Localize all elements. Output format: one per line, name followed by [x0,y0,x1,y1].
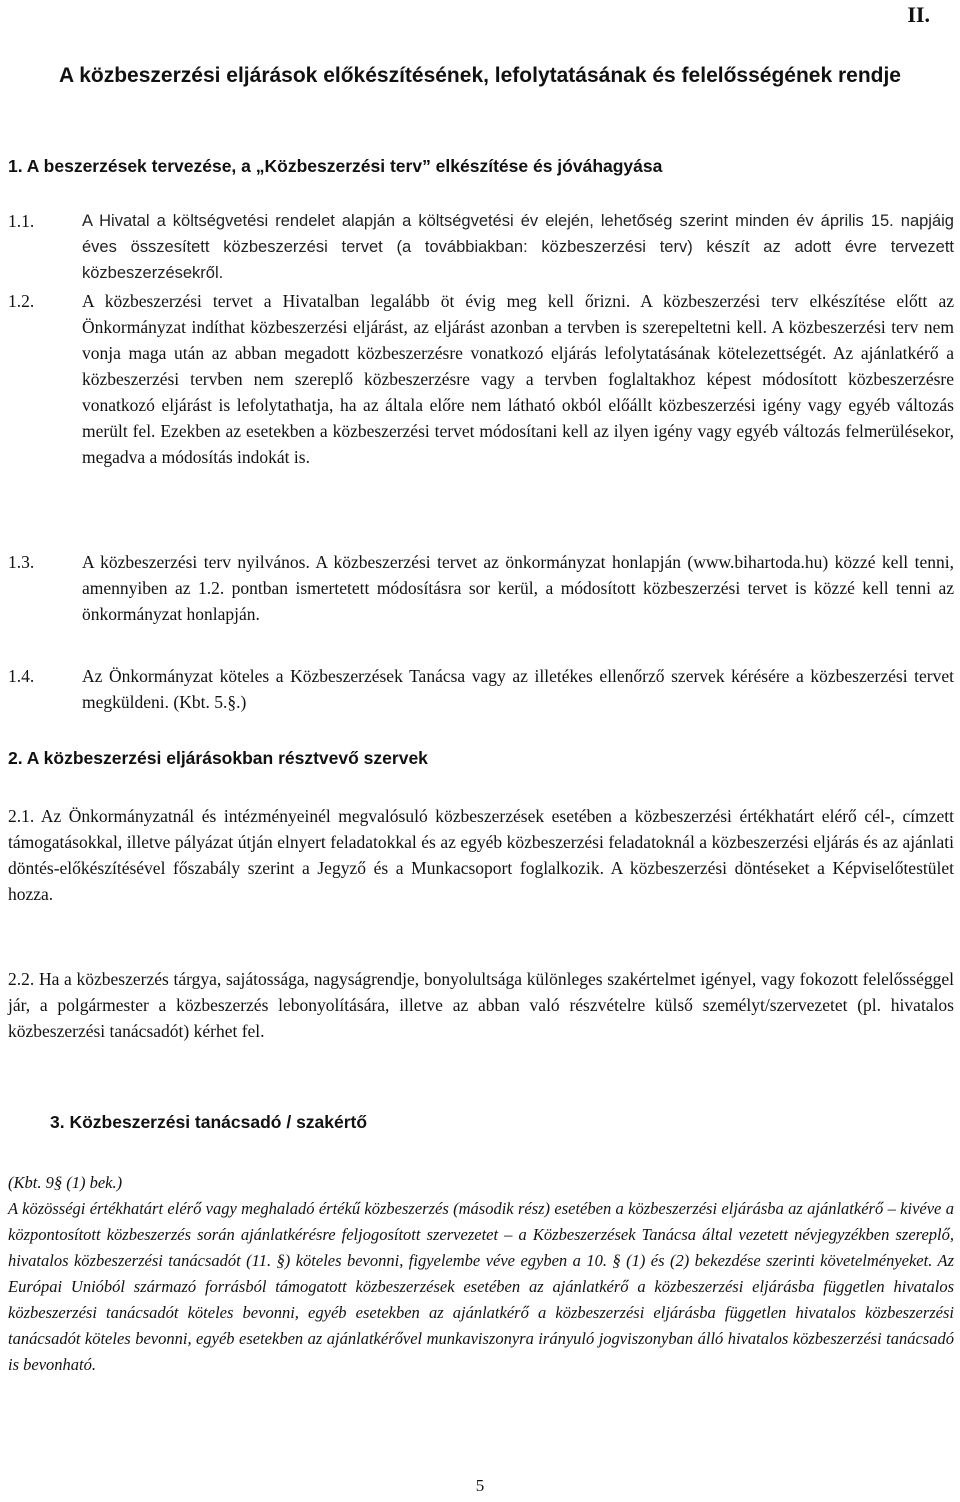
item-number: 1.2. [8,291,35,311]
item-number: 1.4. [8,666,35,686]
chapter-number: II. [907,2,930,27]
list-item [8,663,954,715]
list-item [8,208,954,286]
item-text: Az Önkormányzat köteles a Közbeszerzések Tanácsa vagy az illetékes ellenőrző szervek kérésére a közbeszerzési tervet megküldeni. (Kbt. 5.§.) [82,666,954,712]
section-2-heading: 2. A közbeszerzési eljárásokban résztvevő szervek [8,748,428,768]
item-text: A Hivatal a költségvetési rendelet alapján a költségvetési év elején, lehetőség szerint minden év április 15. napjáig éves összesített közbeszerzési tervet (a továbbiakban: közbeszerzési terv) készít az adott évre tervezett közbeszerzésekről. [82,212,954,282]
item-number: 1.3. [8,552,35,572]
legal-reference: (Kbt. 9§ (1) bek.) [8,1173,123,1192]
list-item [8,288,954,470]
section-3-text: A közösségi értékhatárt elérő vagy meghaladó értékű közbeszerzés (második rész) esetében a közbeszerzési eljárásba az ajánlatkérő – kivéve a központosított közbeszerzés során ajánlatkérésre feljogosított szervezetet – a Közbeszerzések Tanácsa által vezetett névjegyzékben szereplő, hivatalos közbeszerzési tanácsadót (11. §) köteles bevonni, figyelembe véve egyben a 10. § (1) és (2) bekezdése szerinti követelményeket. Az Európai Unióból származó forrásból támogatott közbeszerzések esetében az ajánlatkérő a közbeszerzési eljárásba független hivatalos közbeszerzési tanácsadót köteles bevonni, egyéb esetekben az ajánlatkérő a közbeszerzési eljárásba független hivatalos közbeszerzési tanácsadót köteles bevonni, egyéb esetekben az ajánlatkérővel munkaviszonyra irányuló jogviszonyban álló hivatalos közbeszerzési tanácsadó is bevonható. [8,1199,954,1374]
item-text: A közbeszerzési tervet a Hivatalban legalább öt évig meg kell őrizni. A közbeszerzési terv elkészítése előtt az Önkormányzat indíthat közbeszerzési eljárást, az eljárást azonban a tervben is szerepeltetni kell. A közbeszerzési terv nem vonja maga után az abban megadott közbeszerzésre vonatkozó eljárás lefolytatásának kötelezettségét. Az ajánlatkérő a közbeszerzési tervben nem szereplő közbeszerzésre vagy a tervben foglaltakhoz képest módosított közbeszerzésre vonatkozó eljárást is lefolytathatja, ha az általa előre nem látható okból előállt közbeszerzési igény vagy egyéb változás merült fel. Ezekben az esetekben a közbeszerzési tervet módosítani kell az ilyen igény vagy egyéb változás felmerülésekor, megadva a módosítás indokát is. [82,291,954,467]
paragraph-2-1: 2.1. Az Önkormányzatnál és intézményeinél megvalósuló közbeszerzések esetében a közbeszerzési értékhatárt elérő cél-, címzett támogatásokkal, illetve pályázat útján elnyert feladatokkal és az egyéb közbeszerzési feladatoknál a közbeszerzési eljárás és az ajánlati döntés-előkészítésével főszabály szerint a Jegyző és a Munkacsoport foglalkozik. A közbeszerzési döntéseket a Képviselőtestület hozza. [8,806,954,904]
section-3-heading: 3. Közbeszerzési tanácsadó / szakértő [50,1112,368,1132]
item-text: A közbeszerzési terv nyilvános. A közbeszerzési tervet az önkormányzat honlapján (www.bihartoda.hu) közzé kell tenni, amennyiben az 1.2. pontban ismertetett módosításra sor kerül, a módosított közbeszerzési tervet is közzé kell tenni az önkormányzat honlapján. [82,552,954,624]
section-1-heading: 1. A beszerzések tervezése, a „Közbeszerzési terv” elkészítése és jóváhagyása [8,156,663,176]
page-number: 5 [475,1476,485,1495]
paragraph-2-2: 2.2. Ha a közbeszerzés tárgya, sajátossága, nagyságrendje, bonyolultsága különleges szakértelmet igényel, vagy fokozott felelősséggel jár, a polgármester a közbeszerzés lebonyolítására, illetve az abban való részvételre külső személyt/szervezetet (pl. hivatalos közbeszerzési tanácsadót) kérhet fel. [8,969,954,1041]
item-number: 1.1. [8,211,35,231]
document-title: A közbeszerzési eljárások előkészítésének, lefolytatásának és felelősségének rendje [59,64,901,87]
list-item [8,549,954,627]
